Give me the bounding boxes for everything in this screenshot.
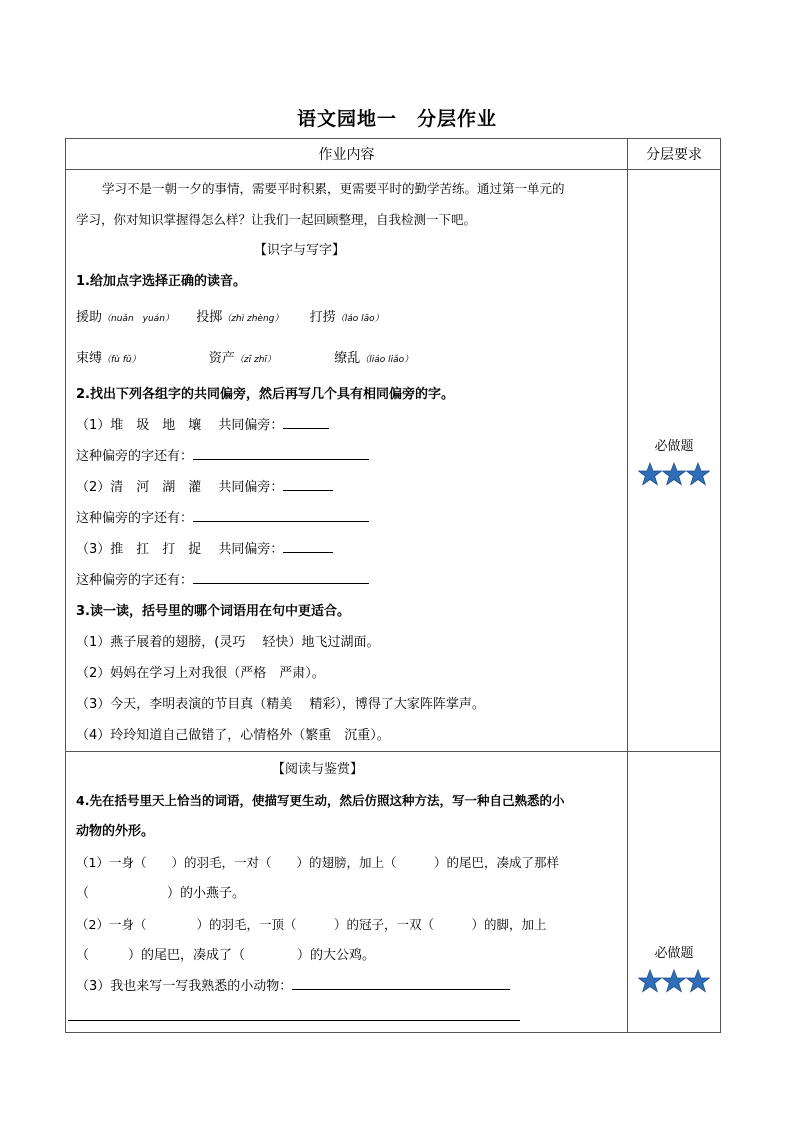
q1-pinyin: （liáo liǎo） — [360, 355, 414, 365]
answer-blank[interactable] — [68, 1006, 520, 1021]
q3-title: 3.读一读，括号里的哪个词语用在句中更适合。 — [76, 604, 350, 619]
q1-word: 援助 — [76, 310, 103, 325]
section-2-requirement — [628, 752, 721, 1033]
answer-blank[interactable] — [283, 414, 329, 429]
intro-line-1: 学习不是一朝一夕的事情，需要平时积累，更需要平时的勤学苦练。通过第一单元的 — [102, 181, 565, 196]
q2-more-label: 这种偏旁的字还有： — [76, 449, 194, 464]
star-icon — [662, 969, 686, 993]
q1-pinyin: （fù fǔ） — [102, 355, 141, 365]
section-1-row — [66, 170, 721, 752]
q2-group-label: （3）推 扛 打 捉 共同偏旁： — [76, 542, 284, 557]
section-1-content — [66, 170, 628, 752]
q4-title-line-1: 4.先在括号里天上恰当的词语，使描写更生动，然后仿照这种方法，写一种自己熟悉的小 — [76, 793, 565, 808]
answer-blank[interactable] — [292, 975, 510, 990]
star-icon — [638, 462, 662, 486]
q1-word: 缭乱 — [334, 351, 361, 366]
requirement-label: 必做题 — [654, 439, 694, 454]
q2-group-2 — [76, 472, 619, 503]
q1-word: 束缚 — [76, 351, 103, 366]
star-rating — [628, 462, 720, 486]
q2-more-label: 这种偏旁的字还有： — [76, 573, 194, 588]
title-part2: 分层作业 — [417, 108, 498, 130]
star-icon — [662, 462, 686, 486]
q4-line-5-label: （3）我也来写一写我熟悉的小动物： — [76, 979, 293, 994]
header-row — [66, 139, 721, 170]
intro-line-2: 学习，你对知识掌握得怎么样？让我们一起回顾整理，自我检测一下吧。 — [76, 212, 477, 227]
q2-more-label: 这种偏旁的字还有： — [76, 511, 194, 526]
q4-line-5 — [76, 971, 619, 1002]
q1-title: 1.给加点字选择正确的读音。 — [76, 274, 246, 289]
star-icon — [686, 462, 710, 486]
q4-line-3: （2）一身（ ）的羽毛，一顶（ ）的冠子，一双（ ）的脚，加上 — [76, 917, 547, 932]
q4-title-line-2: 动物的外形。 — [76, 824, 155, 839]
q2-more-1 — [76, 441, 619, 472]
answer-blank[interactable] — [193, 507, 369, 522]
q3-item: （4）玲玲知道自己做错了，心情格外（繁重 沉重）。 — [76, 728, 390, 743]
star-icon — [638, 969, 662, 993]
q1-pinyin: （láo lāo） — [335, 314, 384, 324]
q4-line-2: （ ）的小燕子。 — [76, 886, 246, 901]
section-heading-reading: 【阅读与鉴赏】 — [272, 762, 364, 777]
q3-item: （3）今天，李明表演的节目真（精美 精彩），博得了大家阵阵掌声。 — [76, 697, 485, 712]
star-icon — [686, 969, 710, 993]
answer-blank[interactable] — [193, 569, 369, 584]
q2-more-2 — [76, 503, 619, 534]
requirement-label: 必做题 — [654, 946, 694, 961]
q4-line-4: （ ）的尾巴，凑成了（ ）的大公鸡。 — [76, 948, 376, 963]
q4-line-1: （1）一身（ ）的羽毛，一对（ ）的翅膀，加上（ ）的尾巴，凑成了那样 — [76, 855, 559, 870]
title-part1: 语文园地一 — [296, 108, 397, 130]
page-title — [0, 104, 794, 131]
answer-blank[interactable] — [193, 445, 369, 460]
homework-table — [65, 138, 721, 1033]
q2-group-label: （2）清 河 湖 灌 共同偏旁： — [76, 480, 284, 495]
q4-line-6 — [76, 1002, 619, 1032]
q1-word: 打捞 — [309, 310, 336, 325]
q1-pinyin: （zī zhī） — [234, 355, 276, 365]
star-rating — [628, 969, 720, 993]
section-2-content — [66, 752, 628, 1033]
answer-blank[interactable] — [283, 538, 333, 553]
q2-more-3 — [76, 565, 619, 596]
q2-group-3 — [76, 534, 619, 565]
q3-item: （1）燕子展着的翅膀，(灵巧 轻快）地飞过湖面。 — [76, 635, 380, 650]
header-content: 作业内容 — [66, 139, 628, 170]
q1-row-1 — [76, 297, 619, 338]
q1-row-2 — [76, 338, 619, 379]
section-1-requirement — [628, 170, 721, 752]
q1-pinyin: （nuǎn yuán） — [102, 314, 174, 324]
q2-group-1 — [76, 410, 619, 441]
q1-word: 资产 — [208, 351, 235, 366]
section-heading-literacy: 【识字与写字】 — [254, 243, 346, 258]
q2-group-label: （1）堆 圾 地 壤 共同偏旁： — [76, 418, 284, 433]
q1-word: 投掷 — [196, 310, 223, 325]
q1-pinyin: （zhì zhèng） — [222, 314, 284, 324]
header-level: 分层要求 — [628, 139, 721, 170]
answer-blank[interactable] — [283, 476, 333, 491]
section-2-row — [66, 752, 721, 1033]
q3-item: （2）妈妈在学习上对我很（严格 严肃）。 — [76, 666, 325, 681]
q2-title: 2.找出下列各组字的共同偏旁，然后再写几个具有相同偏旁的字。 — [76, 387, 454, 402]
